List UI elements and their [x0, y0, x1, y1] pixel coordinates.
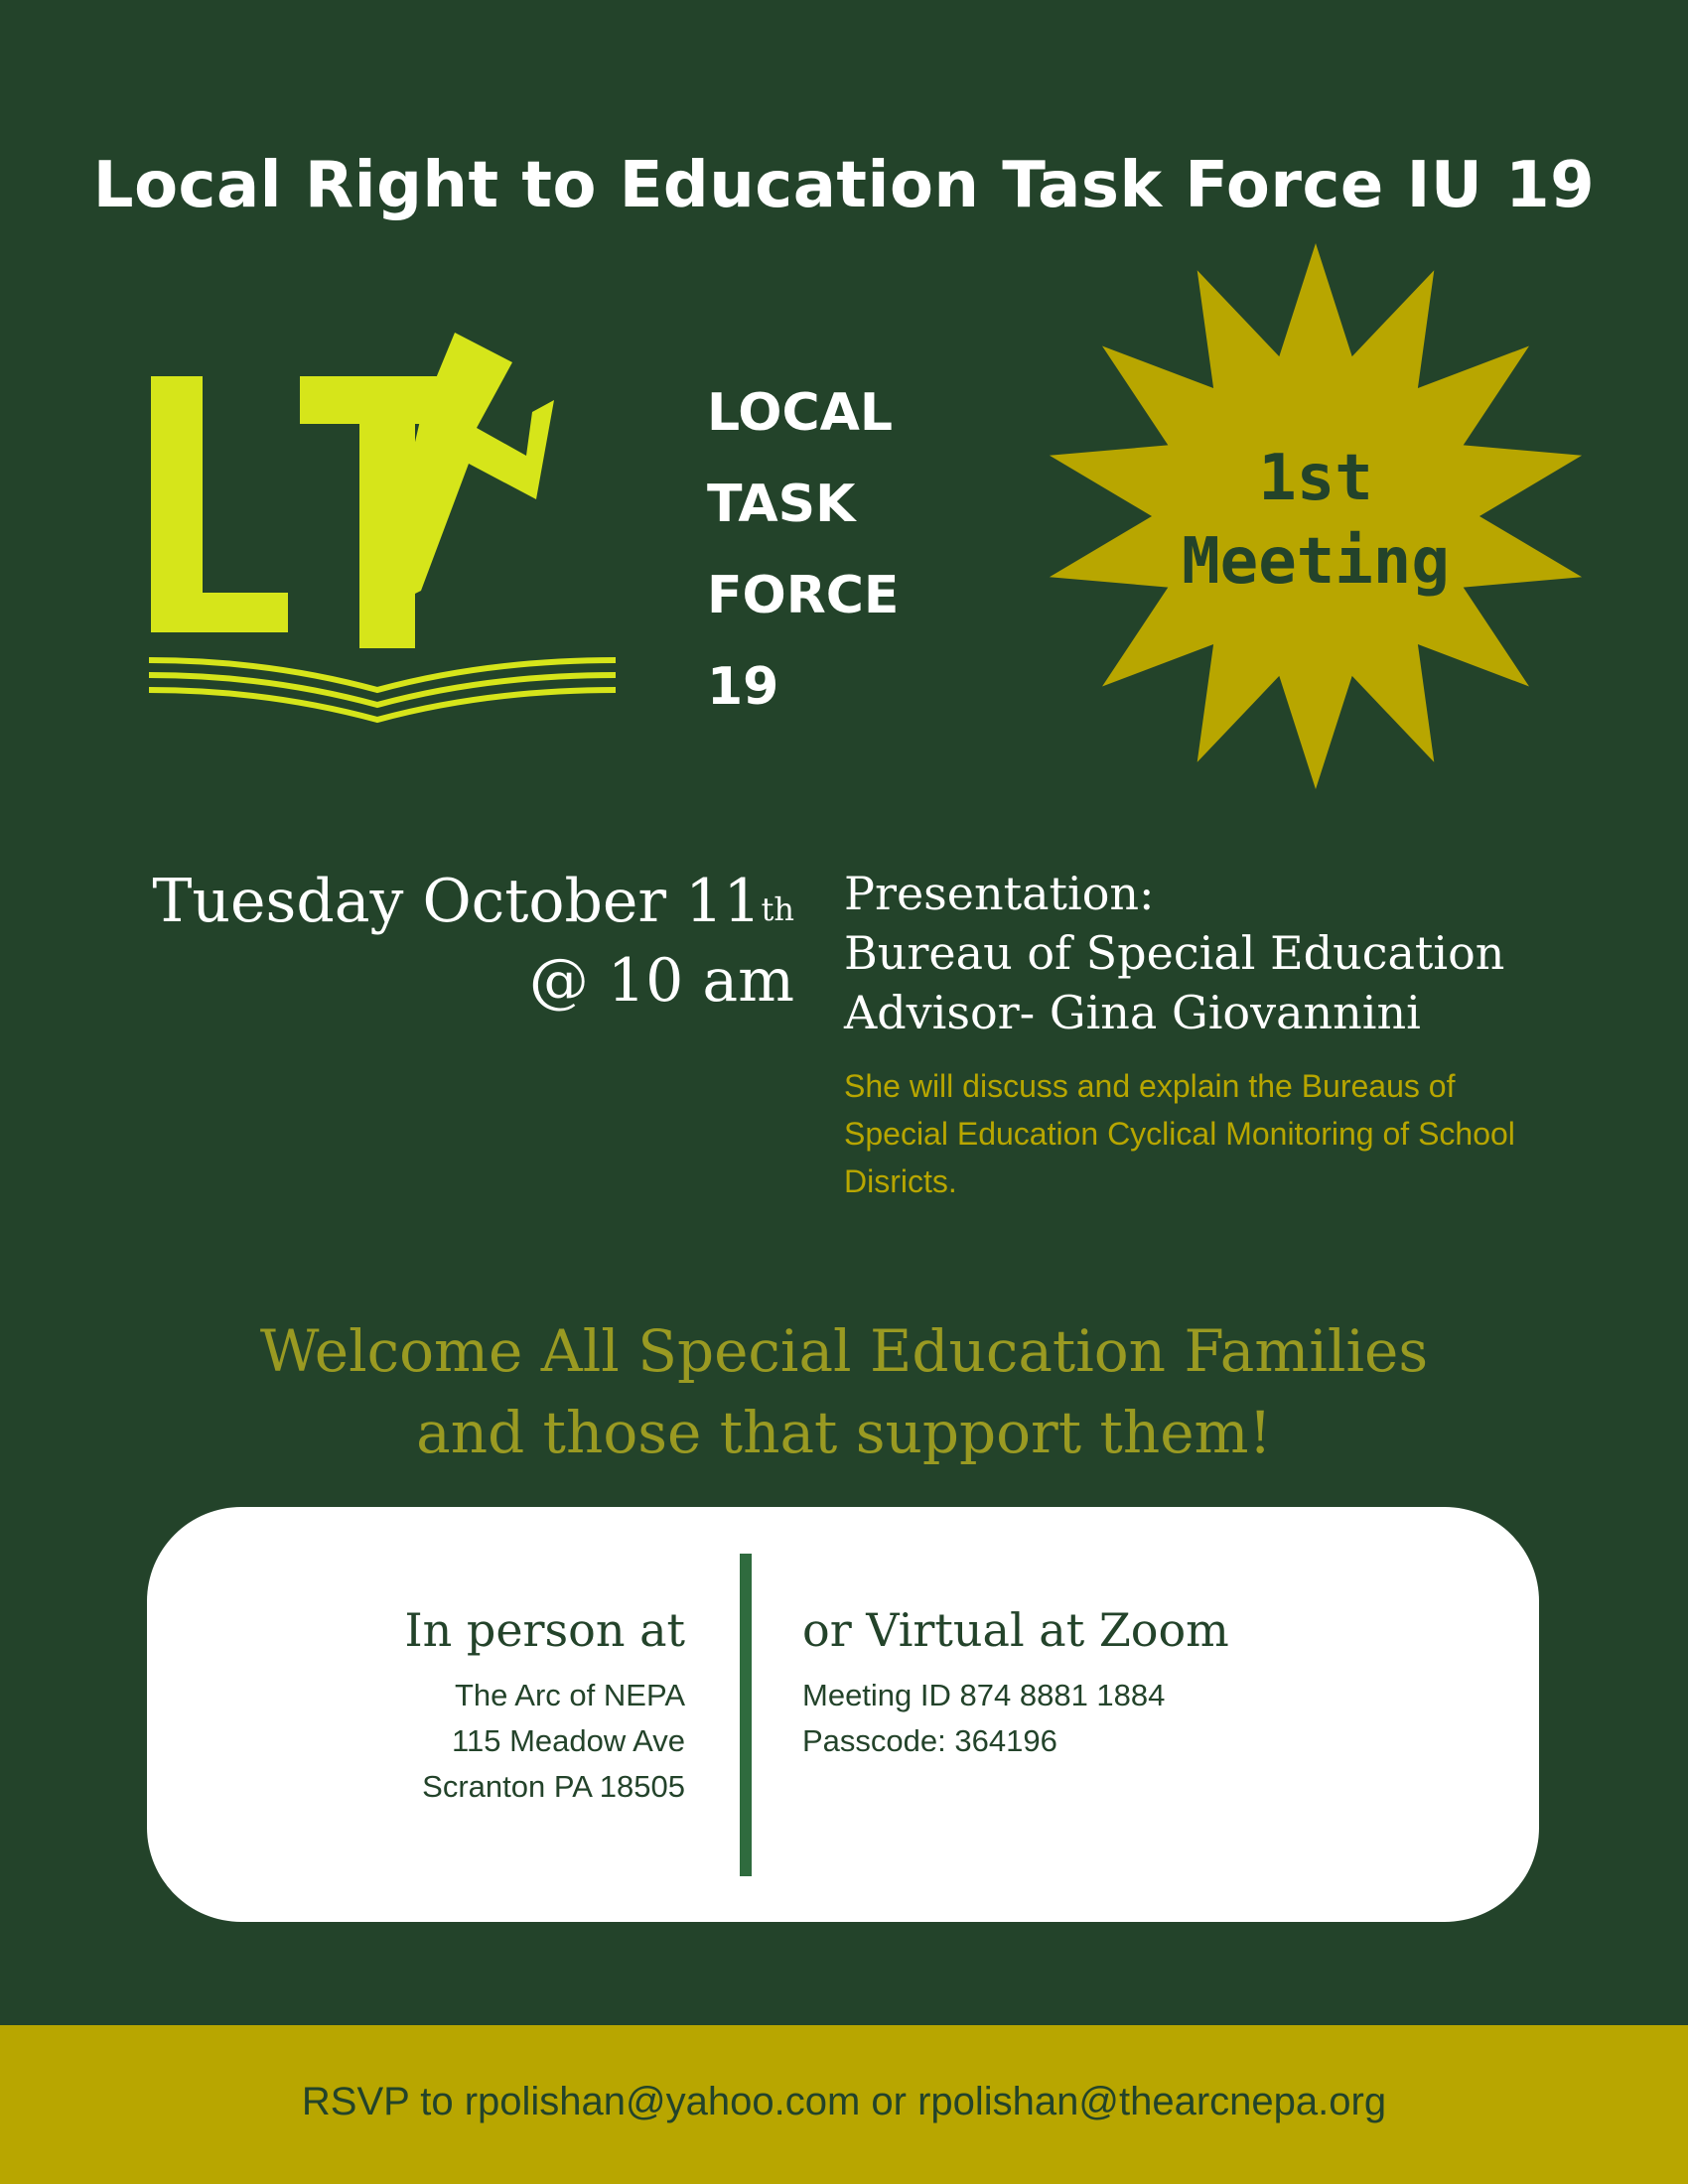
ltf-logo: [139, 333, 635, 730]
zoom-details: [802, 1673, 1398, 1764]
event-date: Tuesday October 11: [152, 867, 762, 936]
event-date-time: [99, 862, 794, 1021]
zoom-passcode[interactable]: Passcode: 364196: [802, 1723, 1057, 1758]
badge-line-1: 1st: [1258, 442, 1373, 515]
address-line: 115 Meadow Ave: [452, 1723, 685, 1758]
zoom-meeting-id[interactable]: Meeting ID 874 8881 1884: [802, 1678, 1166, 1712]
logo-word: FORCE: [707, 566, 900, 625]
logo-word: 19: [707, 657, 779, 717]
presentation-description: She will discuss and explain the Bureaus of Special Education Cyclical Monitoring of School Disricts.: [844, 1068, 1515, 1199]
event-date-suffix: th: [761, 890, 794, 928]
logo-letter-l: [151, 376, 288, 632]
welcome-line-1: Welcome All Special Education Families: [259, 1317, 1429, 1385]
first-meeting-badge-text: [1038, 437, 1594, 604]
event-time: @ 10 am: [528, 946, 794, 1016]
logo-book-pages: [149, 660, 616, 720]
welcome-message: [0, 1310, 1688, 1473]
badge-line-2: Meeting: [1182, 525, 1450, 599]
presentation-label: Presentation:: [844, 867, 1155, 920]
logo-wordmark: [707, 367, 899, 733]
presentation-block: [844, 864, 1638, 1042]
presentation-line-1: Bureau of Special Education: [844, 926, 1505, 980]
logo-letter-f: [385, 333, 554, 609]
welcome-line-2: and those that support them!: [416, 1399, 1272, 1466]
presentation-line-2: Advisor- Gina Giovannini: [844, 986, 1421, 1039]
location-divider: [740, 1554, 752, 1876]
logo-word: TASK: [707, 475, 856, 534]
flyer-title: Local Right to Education Task Force IU 19: [92, 149, 1596, 222]
in-person-heading: In person at: [404, 1603, 685, 1657]
virtual-heading: or Virtual at Zoom: [802, 1603, 1229, 1657]
address-line: Scranton PA 18505: [422, 1769, 685, 1804]
logo-word: LOCAL: [707, 383, 894, 443]
in-person-address: [248, 1673, 685, 1810]
rsvp-text[interactable]: RSVP to rpolishan@yahoo.com or rpolishan@thearcnepa.org: [301, 2080, 1387, 2123]
address-line: The Arc of NEPA: [454, 1678, 685, 1712]
